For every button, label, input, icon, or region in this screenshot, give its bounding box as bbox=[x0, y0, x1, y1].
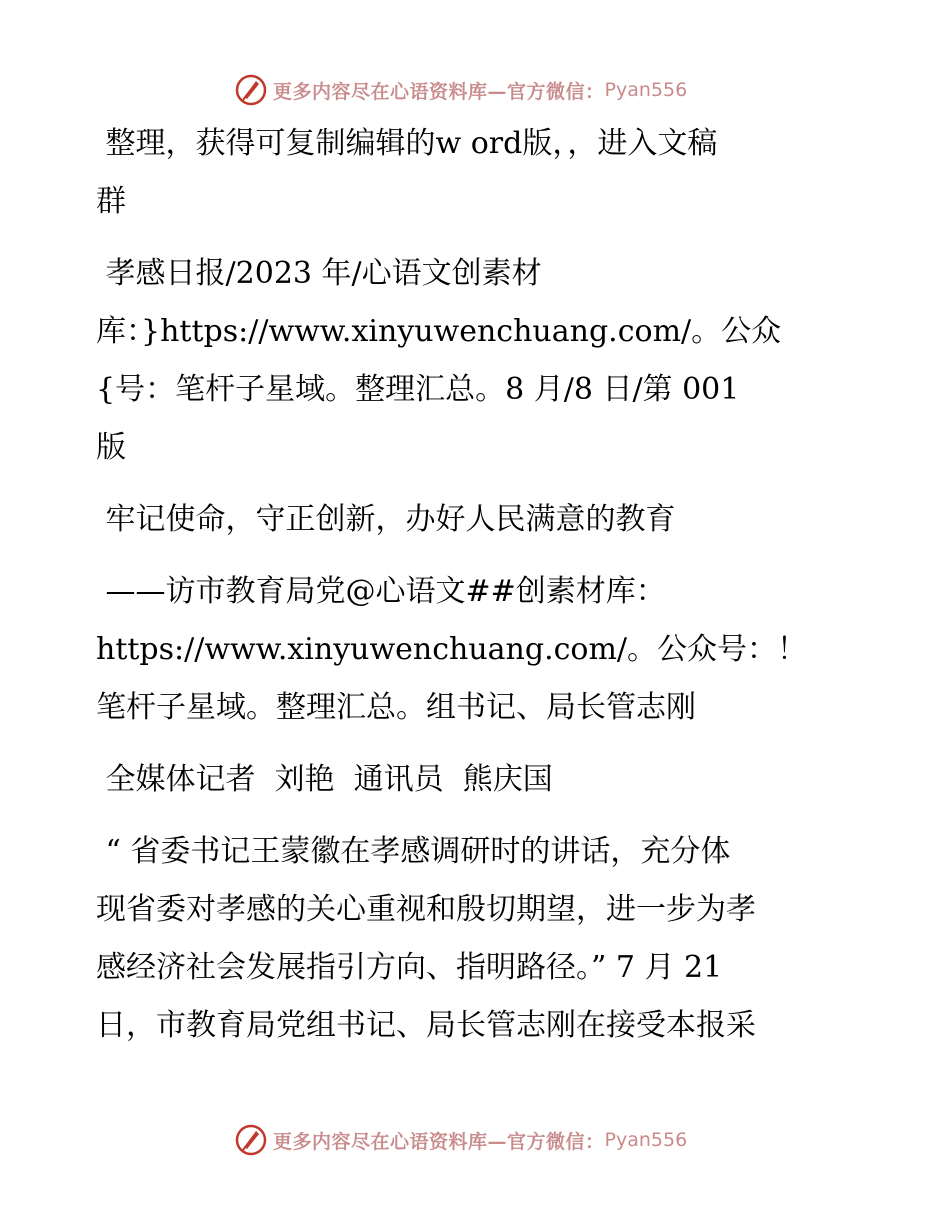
byline: 全媒体记者 刘艳 通讯员 熊庆国 bbox=[96, 762, 553, 797]
watermark-account: Pyan556 bbox=[604, 1129, 688, 1151]
body-line: 库：}https://www.xinyuwenchuang.com/。公众 bbox=[96, 314, 782, 349]
body-line: 群 bbox=[96, 184, 126, 219]
body-line: 感经济社会发展指引方向、指明路径。” 7 月 21 bbox=[96, 950, 723, 985]
watermark-text: 更多内容尽在心语资料库—官方微信： bbox=[273, 80, 605, 103]
body-line: 版 bbox=[96, 430, 126, 465]
body-line: “ 省委书记王蒙徽在孝感调研时的讲话，充分体 bbox=[96, 834, 731, 869]
article-title: 牢记使命，守正创新，办好人民满意的教育 bbox=[96, 502, 676, 537]
body-line: 孝感日报/2023 年/心语文创素材 bbox=[96, 256, 542, 291]
body-line: {号：笔杆子星域。整理汇总。8 月/8 日/第 001 bbox=[96, 372, 740, 407]
body-line: 日，市教育局党组书记、局长管志刚在接受本报采 bbox=[96, 1008, 756, 1043]
document-body bbox=[96, 115, 856, 1055]
quill-seal-logo bbox=[234, 1123, 268, 1157]
watermark-text: 更多内容尽在心语资料库—官方微信： bbox=[273, 1130, 605, 1153]
body-line: 笔杆子星域。整理汇总。组书记、局长管志刚 bbox=[96, 690, 696, 725]
article-subtitle: ——访市教育局党@心语文##创素材库： bbox=[96, 574, 666, 609]
header-watermark bbox=[234, 72, 687, 108]
body-line: 整理，获得可复制编辑的w ord版，，进入文稿 bbox=[96, 126, 718, 161]
quill-seal-logo bbox=[234, 73, 268, 107]
watermark-account: Pyan556 bbox=[604, 79, 688, 101]
footer-watermark bbox=[234, 1122, 687, 1158]
body-line: 现省委对孝感的关心重视和殷切期望，进一步为孝 bbox=[96, 892, 756, 927]
body-line: https://www.xinyuwenchuang.com/。公众号：！ bbox=[96, 632, 808, 667]
